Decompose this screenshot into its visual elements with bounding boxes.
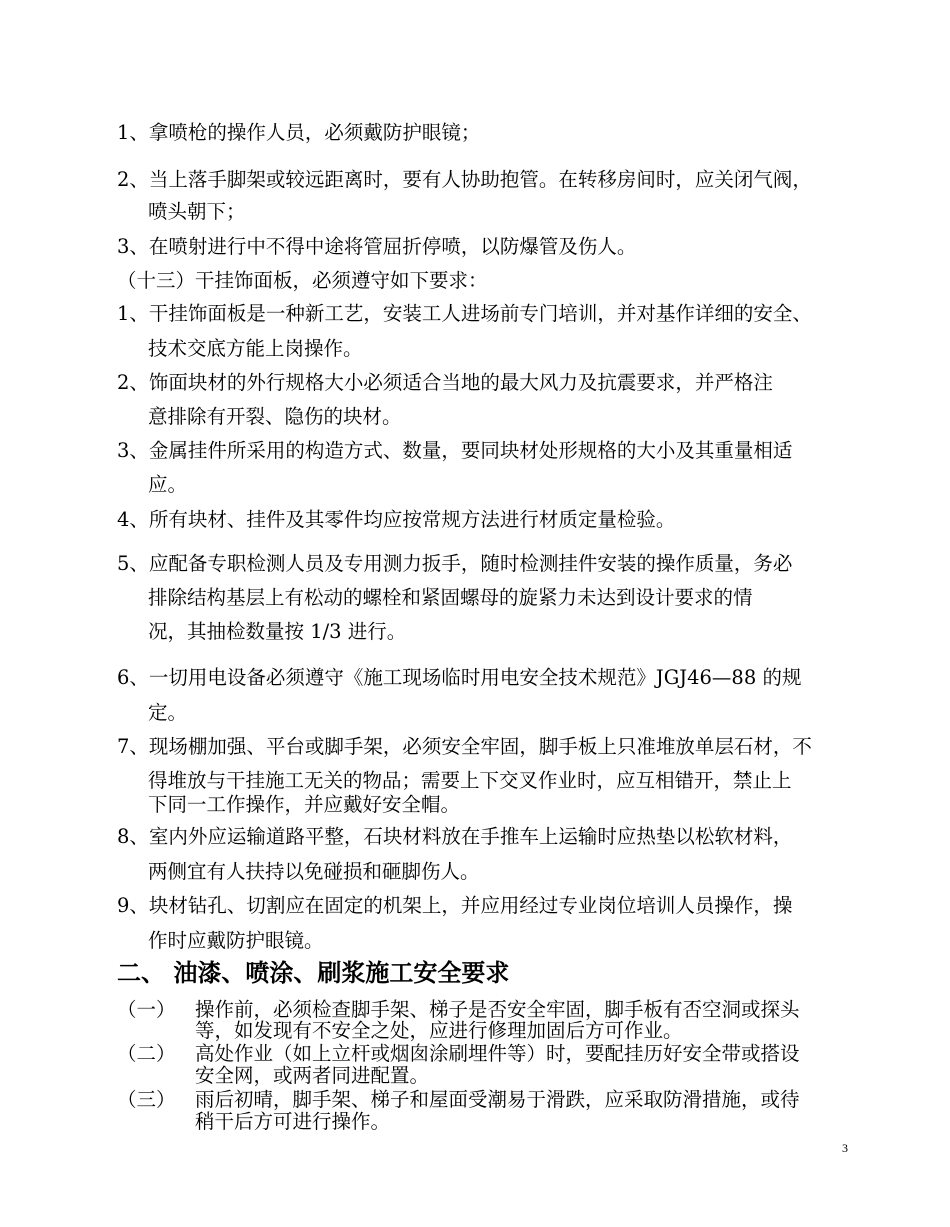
text-line: 2、饰面块材的外行规格大小必须适合当地的最大风力及抗震要求，并严格注 (117, 371, 773, 394)
section-heading: 二、 油漆、喷涂、刷浆施工安全要求 (117, 959, 510, 987)
text-line: 意排除有开裂、隐伤的块材。 (148, 405, 402, 428)
item-number: （一） (117, 998, 176, 1021)
item-text: 操作前，必须检查脚手架、梯子是否安全牢固，脚手板有否空洞或探头 (195, 998, 800, 1021)
text-line: 2、当上落手脚架或较远距离时，要有人协助抱管。在转移房间时，应关闭气阀， (117, 168, 812, 191)
text-line: 定。 (148, 701, 188, 724)
text-line: 技术交底方能上岗操作。 (148, 337, 363, 360)
text-line: （十三）干挂饰面板，必须遵守如下要求： (117, 269, 488, 292)
text-line: 两侧宜有人扶持以免碰损和砸脚伤人。 (148, 860, 480, 883)
text-line: 7、现场棚加强、平台或脚手架，必须安全牢固，脚手板上只准堆放单层石材，不 (117, 735, 812, 758)
item-text: 安全网，或两者同进配置。 (195, 1064, 430, 1087)
text-line: 喷头朝下； (148, 200, 246, 223)
text-line: 6、一切用电设备必须遵守《施工现场临时用电安全技术规范》JGJ46—88 的规 (117, 666, 802, 689)
text-line: 5、应配备专职检测人员及专用测力扳手，随时检测挂件安装的操作质量，务必 (117, 552, 793, 575)
item-text: 稍干后方可进行操作。 (195, 1110, 391, 1133)
text-line: 作时应戴防护眼镜。 (148, 929, 324, 952)
item-text: 等，如发现有不安全之处，应进行修理加固后方可作业。 (195, 1019, 683, 1042)
item-text: 雨后初晴，脚手架、梯子和屋面受潮易于滑跌，应采取防滑措施，或待 (195, 1088, 800, 1111)
text-line: 8、室内外应运输道路平整，石块材料放在手推车上运输时应热垫以松软材料， (117, 825, 793, 848)
text-line: 得堆放与干挂施工无关的物品；需要上下交叉作业时，应互相错开，禁止上 (148, 769, 792, 792)
text-line: 应。 (148, 473, 188, 496)
item-number: （三） (117, 1088, 176, 1111)
text-line: 9、块材钻孔、切割应在固定的机架上，并应用经过专业岗位培训人员操作，操 (117, 894, 793, 917)
text-line: 1、拿喷枪的操作人员，必须戴防护眼镜； (117, 121, 481, 144)
text-line: 4、所有块材、挂件及其零件均应按常规方法进行材质定量检验。 (117, 508, 676, 531)
page-number: 3 (842, 1141, 848, 1155)
text-line: 况，其抽检数量按 1/3 进行。 (148, 620, 407, 643)
text-line: 3、金属挂件所采用的构造方式、数量，要同块材处形规格的大小及其重量相适 (117, 439, 793, 462)
text-line: 下同一工作操作，并应戴好安全帽。 (148, 793, 461, 816)
text-line: 排除结构基层上有松动的螺栓和紧固螺母的旋紧力未达到设计要求的情 (148, 586, 753, 609)
text-line: 1、干挂饰面板是一种新工艺，安装工人进场前专门培训，并对基作详细的安全、 (117, 302, 812, 325)
item-text: 高处作业（如上立杆或烟囱涂刷埋件等）时，要配挂历好安全带或搭设 (195, 1042, 800, 1065)
item-number: （二） (117, 1042, 176, 1065)
text-line: 3、在喷射进行中不得中途将管屈折停喷，以防爆管及伤人。 (117, 235, 637, 258)
